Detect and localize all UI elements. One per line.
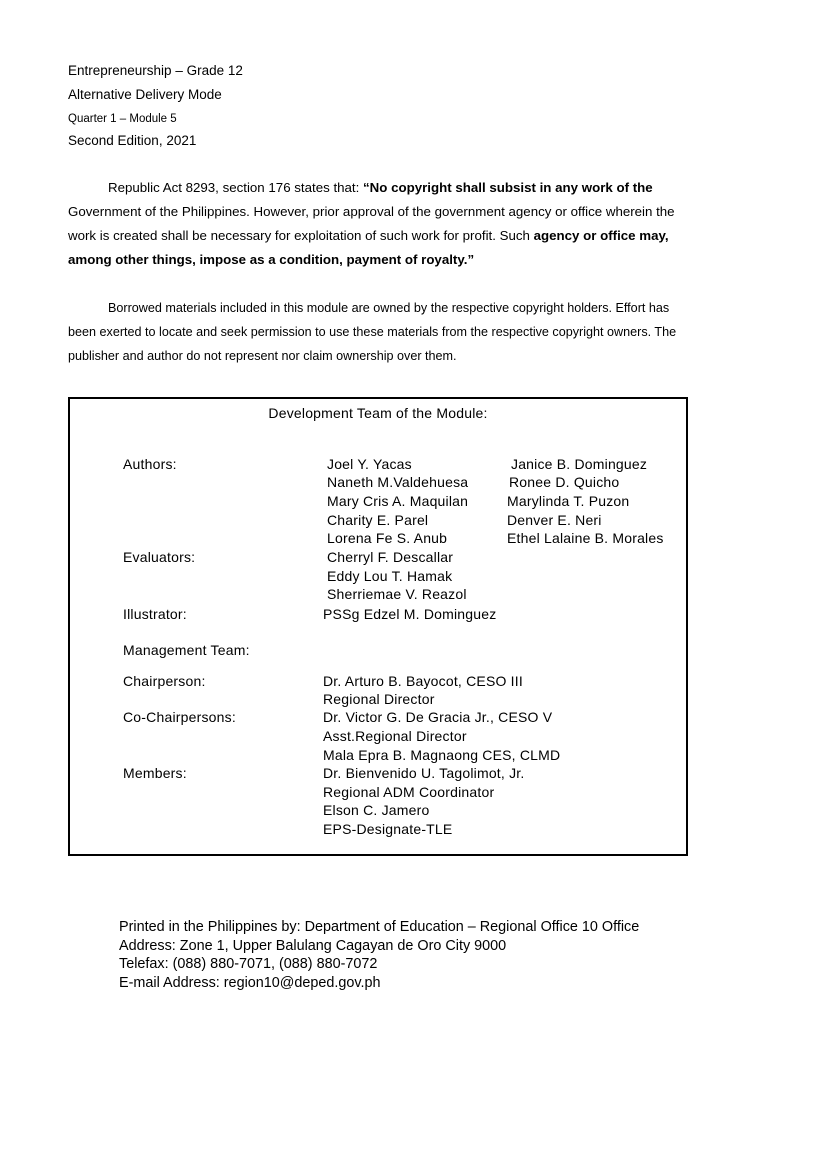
email-address: E-mail Address: region10@deped.gov.ph [119, 974, 381, 991]
subject-title: Entrepreneurship – Grade 12 [68, 63, 243, 78]
co-chairperson-name: Mala Epra B. Magnaong CES, CLMD [323, 747, 561, 763]
author-name: Charity E. Parel [327, 512, 429, 528]
member-name: Dr. Bienvenido U. Tagolimot, Jr. [323, 765, 525, 781]
copyright-notice [68, 176, 683, 272]
evaluator-name: Cherryl F. Descallar [327, 549, 454, 565]
telefax: Telefax: (088) 880-7071, (088) 880-7072 [119, 956, 378, 972]
edition: Second Edition, 2021 [68, 133, 197, 148]
copyright-intro: Republic Act 8293, section 176 states that: [108, 180, 364, 195]
authors-label: Authors: [123, 456, 177, 472]
copyright-body: Government of the Philippines. However, prior approval of the government agency or office wherein the work is created shall be necessary for exploitation of such work for profit. Such [68, 204, 675, 243]
publisher-info [119, 918, 639, 992]
chairperson-title: Regional Director [323, 691, 435, 707]
quarter-module: Quarter 1 – Module 5 [68, 113, 177, 125]
evaluator-name: Eddy Lou T. Hamak [327, 568, 453, 584]
author-name: Lorena Fe S. Anub [327, 530, 448, 546]
development-team-box [68, 397, 688, 856]
author-name: Mary Cris A. Maquilan [327, 493, 469, 509]
address: Address: Zone 1, Upper Balulang Cagayan de Oro City 9000 [119, 937, 507, 954]
evaluator-name: Sherriemae V. Reazol [327, 586, 467, 602]
member-name: Elson C. Jamero [323, 802, 430, 818]
author-name: Ronee D. Quicho [509, 474, 620, 490]
member-title: EPS-Designate-TLE [323, 821, 453, 837]
co-chairperson-title: Asst.Regional Director [323, 728, 467, 744]
management-team-label: Management Team: [123, 642, 250, 658]
author-name: Denver E. Neri [507, 512, 602, 528]
copyright-bold-2: agency or office may, among other things, impose as a condition, payment of royalty.” [68, 228, 669, 267]
illustrator-label: Illustrator: [123, 606, 187, 622]
chairperson-name: Dr. Arturo B. Bayocot, CESO III [323, 673, 523, 689]
author-name: Marylinda T. Puzon [507, 493, 630, 509]
member-title: Regional ADM Coordinator [323, 784, 495, 800]
illustrator-name: PSSg Edzel M. Dominguez [323, 606, 497, 622]
author-name: Ethel Lalaine B. Morales [507, 530, 664, 546]
borrowed-materials-notice [68, 296, 683, 368]
printed-by: Printed in the Philippines by: Department of Education – Regional Office 10 Office [119, 919, 640, 935]
copyright-bold-1: “No copyright shall subsist in any work of the [363, 180, 653, 195]
borrowed-text: Borrowed materials included in this module are owned by the respective copyright holders. Effort has been exerted to locate and seek permission to use these materials from the respective copyright owners. The publisher and author do not represent nor claim ownership over them. [68, 301, 677, 363]
author-name: Joel Y. Yacas [327, 456, 412, 472]
co-chairperson-name: Dr. Victor G. De Gracia Jr., CESO V [323, 709, 553, 725]
delivery-mode: Alternative Delivery Mode [68, 87, 222, 102]
co-chairpersons-label: Co-Chairpersons: [123, 709, 236, 725]
team-title: Development Team of the Module: [268, 405, 488, 421]
author-name: Naneth M.Valdehuesa [327, 474, 469, 490]
chairperson-label: Chairperson: [123, 673, 206, 689]
members-label: Members: [123, 765, 187, 781]
evaluators-label: Evaluators: [123, 549, 196, 565]
author-name: Janice B. Dominguez [511, 456, 648, 472]
